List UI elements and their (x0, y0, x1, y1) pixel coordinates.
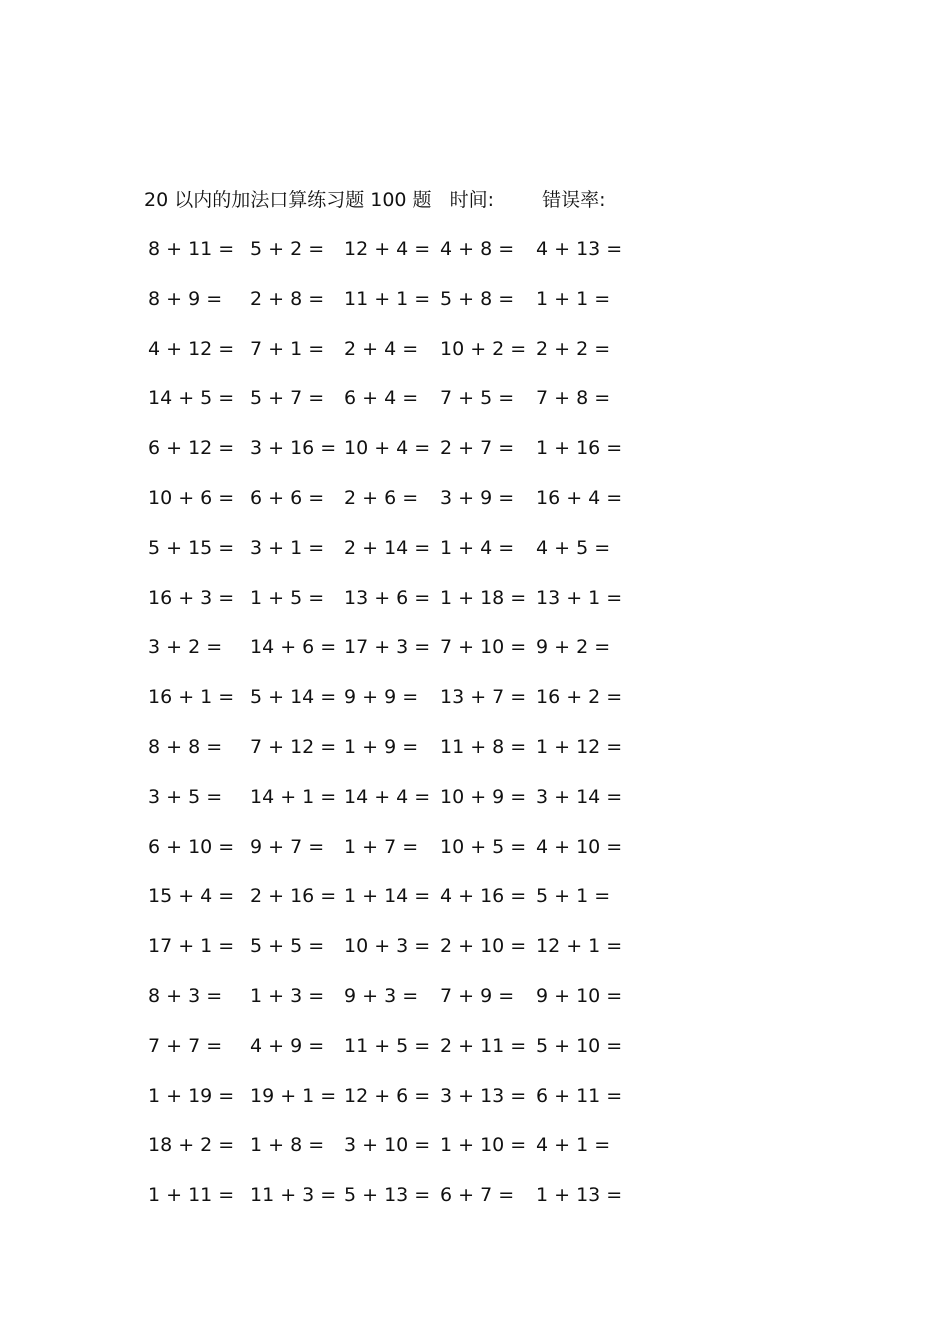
problem-row (148, 535, 648, 585)
problem-item: 3 + 16 = (250, 437, 337, 460)
problem-item: 6 + 10 = (148, 835, 235, 858)
problem-item: 4 + 12 = (148, 337, 235, 360)
problem-item: 17 + 1 = (148, 935, 235, 958)
problem-item: 1 + 14 = (344, 885, 431, 908)
problem-item: 5 + 7 = (250, 387, 325, 410)
problem-item: 13 + 6 = (344, 586, 431, 609)
problem-item: 18 + 2 = (148, 1134, 235, 1157)
problem-row (148, 1132, 648, 1182)
problem-item: 4 + 16 = (440, 885, 527, 908)
problem-item: 8 + 8 = (148, 735, 223, 758)
problem-row (148, 933, 648, 983)
problem-item: 15 + 4 = (148, 885, 235, 908)
problem-item: 5 + 10 = (536, 1034, 623, 1057)
problem-item: 9 + 3 = (344, 984, 419, 1007)
problem-item: 2 + 4 = (344, 337, 419, 360)
problem-item: 1 + 18 = (440, 586, 527, 609)
problem-item: 1 + 3 = (250, 984, 325, 1007)
problem-item: 7 + 9 = (440, 984, 515, 1007)
problem-item: 3 + 9 = (440, 486, 515, 509)
problem-row (148, 1182, 648, 1232)
problem-item: 12 + 1 = (536, 935, 623, 958)
problem-grid (148, 236, 648, 1232)
problem-item: 1 + 10 = (440, 1134, 527, 1157)
problem-item: 6 + 12 = (148, 437, 235, 460)
problem-row (148, 983, 648, 1033)
error-rate-label: 错误率: (542, 189, 606, 211)
problem-item: 16 + 4 = (536, 486, 623, 509)
problem-item: 13 + 1 = (536, 586, 623, 609)
problem-item: 7 + 12 = (250, 735, 337, 758)
problem-item: 3 + 2 = (148, 636, 223, 659)
problem-item: 1 + 11 = (148, 1184, 235, 1207)
problem-row (148, 236, 648, 286)
problem-item: 14 + 1 = (250, 785, 337, 808)
problem-item: 10 + 4 = (344, 437, 431, 460)
problem-row (148, 435, 648, 485)
problem-item: 9 + 9 = (344, 686, 419, 709)
problem-item: 1 + 1 = (536, 287, 611, 310)
problem-item: 1 + 9 = (344, 735, 419, 758)
problem-item: 10 + 6 = (148, 486, 235, 509)
problem-item: 14 + 6 = (250, 636, 337, 659)
time-label: 时间: (449, 189, 495, 211)
problem-item: 7 + 7 = (148, 1034, 223, 1057)
problem-item: 10 + 5 = (440, 835, 527, 858)
problem-item: 4 + 9 = (250, 1034, 325, 1057)
problem-item: 11 + 1 = (344, 287, 431, 310)
problem-row (148, 1033, 648, 1083)
problem-row (148, 1083, 648, 1133)
problem-item: 1 + 16 = (536, 437, 623, 460)
problem-item: 10 + 3 = (344, 935, 431, 958)
problem-item: 2 + 14 = (344, 536, 431, 559)
problem-item: 1 + 4 = (440, 536, 515, 559)
problem-item: 16 + 2 = (536, 686, 623, 709)
problem-item: 8 + 9 = (148, 287, 223, 310)
problem-item: 3 + 10 = (344, 1134, 431, 1157)
problem-item: 10 + 9 = (440, 785, 527, 808)
problem-row (148, 734, 648, 784)
problem-item: 2 + 10 = (440, 935, 527, 958)
problem-item: 6 + 6 = (250, 486, 325, 509)
problem-item: 2 + 6 = (344, 486, 419, 509)
problem-item: 4 + 1 = (536, 1134, 611, 1157)
problem-item: 5 + 14 = (250, 686, 337, 709)
problem-item: 2 + 8 = (250, 287, 325, 310)
problem-item: 13 + 7 = (440, 686, 527, 709)
problem-item: 4 + 13 = (536, 238, 623, 260)
problem-item: 5 + 1 = (536, 885, 611, 908)
problem-item: 1 + 5 = (250, 586, 325, 609)
problem-item: 4 + 10 = (536, 835, 623, 858)
problem-item: 6 + 7 = (440, 1184, 515, 1207)
problem-item: 12 + 6 = (344, 1084, 431, 1107)
problem-item: 7 + 10 = (440, 636, 527, 659)
problem-row (148, 634, 648, 684)
problem-item: 1 + 8 = (250, 1134, 325, 1157)
problem-row (148, 834, 648, 884)
problem-item: 2 + 7 = (440, 437, 515, 460)
problem-row (148, 385, 648, 435)
problem-item: 5 + 2 = (250, 238, 325, 260)
problem-row (148, 784, 648, 834)
problem-item: 2 + 16 = (250, 885, 337, 908)
problem-item: 3 + 1 = (250, 536, 325, 559)
problem-item: 8 + 3 = (148, 984, 223, 1007)
problem-item: 7 + 5 = (440, 387, 515, 410)
problem-row (148, 585, 648, 635)
problem-item: 14 + 5 = (148, 387, 235, 410)
problem-item: 4 + 5 = (536, 536, 611, 559)
problem-item: 1 + 12 = (536, 735, 623, 758)
problem-row (148, 485, 648, 535)
problem-item: 9 + 7 = (250, 835, 325, 858)
problem-item: 6 + 11 = (536, 1084, 623, 1107)
problem-row (148, 883, 648, 933)
problem-item: 9 + 10 = (536, 984, 623, 1007)
problem-item: 9 + 2 = (536, 636, 611, 659)
problem-item: 2 + 11 = (440, 1034, 527, 1057)
problem-item: 3 + 13 = (440, 1084, 527, 1107)
problem-item: 1 + 7 = (344, 835, 419, 858)
problem-item: 11 + 5 = (344, 1034, 431, 1057)
problem-item: 16 + 1 = (148, 686, 235, 709)
problem-item: 4 + 8 = (440, 238, 515, 260)
worksheet-title: 20 以内的加法口算练习题 100 题 (144, 189, 432, 211)
problem-item: 1 + 19 = (148, 1084, 235, 1107)
problem-row (148, 336, 648, 386)
problem-row (148, 684, 648, 734)
problem-item: 12 + 4 = (344, 238, 431, 260)
problem-row (148, 286, 648, 336)
worksheet-header (144, 186, 605, 214)
problem-item: 5 + 5 = (250, 935, 325, 958)
problem-item: 16 + 3 = (148, 586, 235, 609)
problem-item: 6 + 4 = (344, 387, 419, 410)
problem-item: 10 + 2 = (440, 337, 527, 360)
problem-item: 14 + 4 = (344, 785, 431, 808)
problem-item: 5 + 15 = (148, 536, 235, 559)
problem-item: 19 + 1 = (250, 1084, 337, 1107)
problem-item: 5 + 8 = (440, 287, 515, 310)
problem-item: 11 + 3 = (250, 1184, 337, 1207)
problem-item: 3 + 14 = (536, 785, 623, 808)
problem-item: 17 + 3 = (344, 636, 431, 659)
problem-item: 7 + 8 = (536, 387, 611, 410)
problem-item: 1 + 13 = (536, 1184, 623, 1207)
problem-item: 11 + 8 = (440, 735, 527, 758)
problem-item: 3 + 5 = (148, 785, 223, 808)
problem-item: 8 + 11 = (148, 238, 235, 260)
problem-item: 5 + 13 = (344, 1184, 431, 1207)
problem-item: 2 + 2 = (536, 337, 611, 360)
problem-item: 7 + 1 = (250, 337, 325, 360)
